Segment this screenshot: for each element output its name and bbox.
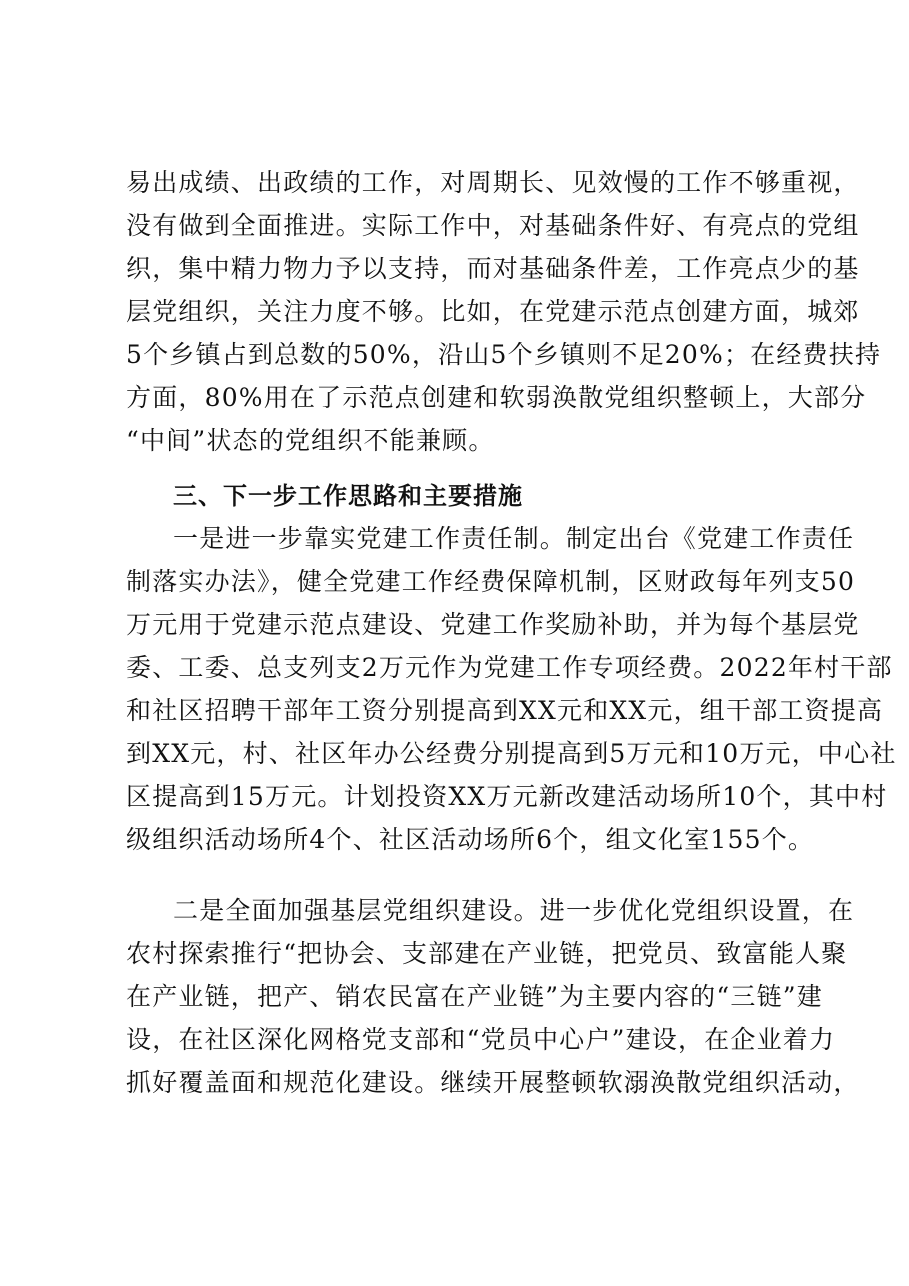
- text-line: 到XX元，村、社区年办公经费分别提高到5万元和10万元，中心社: [126, 739, 897, 768]
- text-line: 一是进一步靠实党建工作责任制。制定出台《党建工作责任: [173, 524, 855, 553]
- text-line: 区提高到15万元。计划投资XX万元新改建活动场所10个，其中村: [126, 782, 888, 811]
- text-line: 和社区招聘干部年工资分别提高到XX元和XX元，组干部工资提高: [126, 696, 884, 725]
- text-line: 层党组织，关注力度不够。比如，在党建示范点创建方面，城郊: [126, 297, 860, 326]
- text-line: 设，在社区深化网格党支部和“党员中心户”建设，在企业着力: [126, 1025, 836, 1054]
- text-line: 没有做到全面推进。实际工作中，对基础条件好、有亮点的党组: [126, 211, 860, 240]
- text-line: 二是全面加强基层党组织建设。进一步优化党组织设置，在: [173, 896, 855, 925]
- text-line: “中间”状态的党组织不能兼顾。: [126, 426, 495, 455]
- section-heading: 三、下一步工作思路和主要措施: [173, 482, 523, 510]
- text-line: 农村探索推行“把协会、支部建在产业链，把党员、致富能人聚: [126, 939, 848, 968]
- text-line: 抓好覆盖面和规范化建设。继续开展整顿软溺涣散党组织活动，: [126, 1068, 860, 1097]
- text-line: 方面，80%用在了示范点创建和软弱涣散党组织整顿上，大部分: [126, 383, 867, 412]
- text-line: 级组织活动场所4个、社区活动场所6个，组文化室155个。: [126, 825, 815, 854]
- text-line: 制落实办法》，健全党建工作经费保障机制，区财政每年列支50: [126, 567, 856, 596]
- text-line: 织，集中精力物力予以支持，而对基础条件差，工作亮点少的基: [126, 254, 860, 283]
- text-line: 在产业链，把产、销农民富在产业链”为主要内容的“三链”建: [126, 982, 823, 1011]
- text-line: 委、工委、总支列支2万元作为党建工作专项经费。2022年村干部: [126, 653, 893, 682]
- text-line: 易出成绩、出政绩的工作，对周期长、见效慢的工作不够重视，: [126, 168, 860, 197]
- text-line: 万元用于党建示范点建设、党建工作奖励补助，并为每个基层党: [126, 610, 860, 639]
- text-line: 5个乡镇占到总数的50%，沿山5个乡镇则不足20%；在经费扶持: [126, 340, 882, 369]
